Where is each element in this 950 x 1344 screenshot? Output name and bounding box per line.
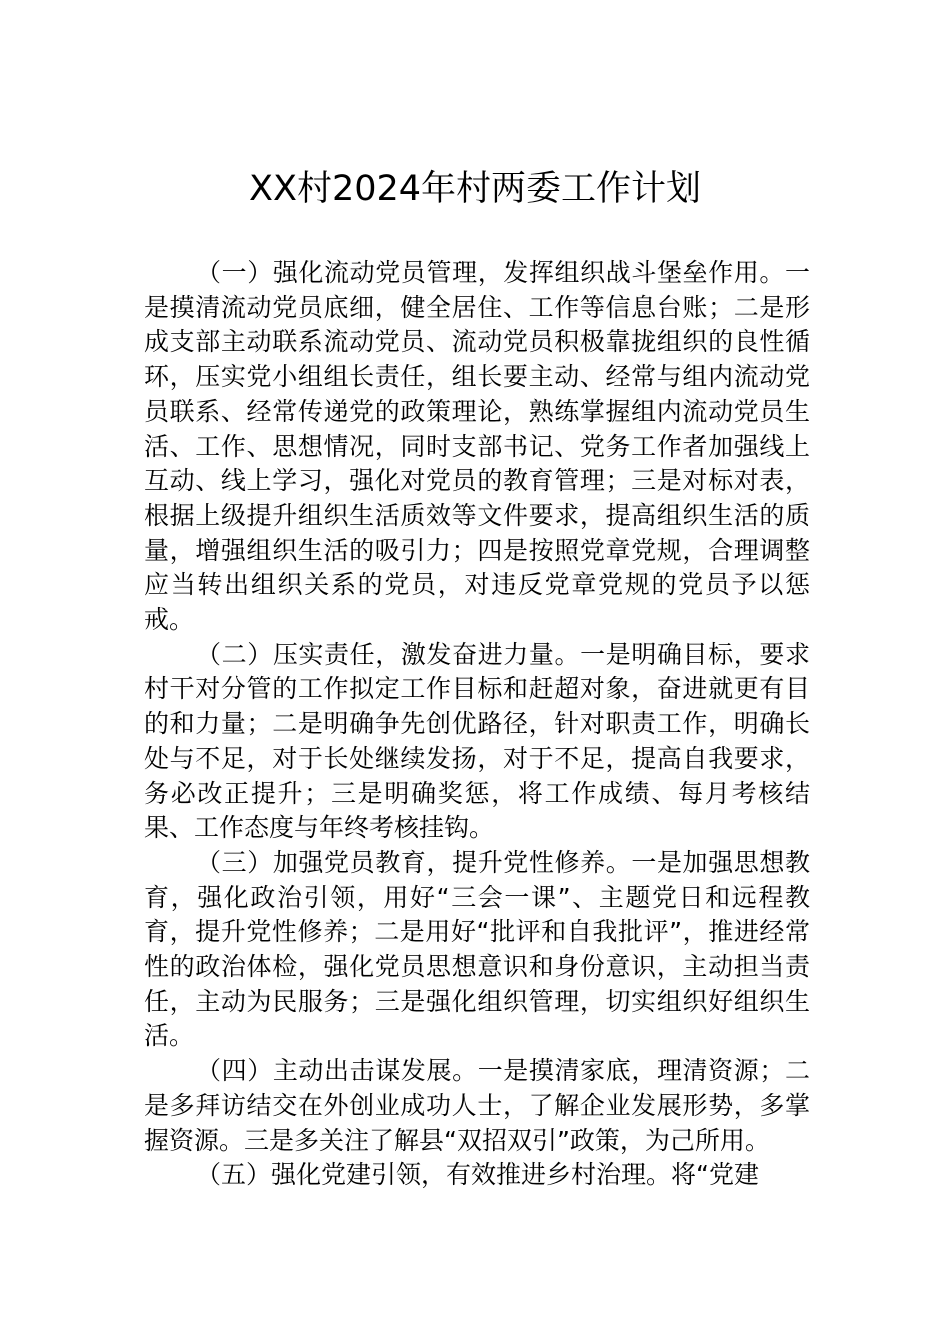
document-title: XX村2024年村两委工作计划 xyxy=(248,169,702,209)
paragraph-3: （三）加强党员教育，提升党性修养。一是加强思想教育，强化政治引领，用好“三会一课”、主题党日和远程教育，提升党性修养；二是用好“批评和自我批评”，推进经常性的政治体检，强化党员思想意识和身份意识，主动担当责任，主动为民服务；三是强化组织管理，切实组织好组织生活。 xyxy=(144,847,810,1051)
paragraph-4: （四）主动出击谋发展。一是摸清家底，理清资源；二是多拜访结交在外创业成功人士，了解企业发展形势，多掌握资源。三是多关注了解县“双招双引”政策，为己所用。 xyxy=(144,1056,810,1155)
paragraph-5: （五）强化党建引领，有效推进乡村治理。将“党建 xyxy=(196,1160,759,1190)
paragraph-1: （一）强化流动党员管理，发挥组织战斗堡垒作用。一是摸清流动党员底细，健全居住、工作等信息台账；二是形成支部主动联系流动党员、流动党员积极靠拢组织的良性循环，压实党小组组长责任，组长要主动、经常与组内流动党员联系、经常传递党的政策理论，熟练掌握组内流动党员生活、工作、思想情况，同时支部书记、党务工作者加强线上互动、线上学习，强化对党员的教育管理；三是对标对表，根据上级提升组织生活质效等文件要求，提高组织生活的质量，增强组织生活的吸引力；四是按照党章党规，合理调整应当转出组织关系的党员，对违反党章党规的党员予以惩戒。 xyxy=(144,258,810,635)
document-body xyxy=(144,256,810,1193)
paragraph-2: （二）压实责任，激发奋进力量。一是明确目标，要求村干对分管的工作拟定工作目标和赶超对象，奋进就更有目的和力量；二是明确争先创优路径，针对职责工作，明确长处与不足，对于长处继续发扬，对于不足，提高自我要求，务必改正提升；三是明确奖惩，将工作成绩、每月考核结果、工作态度与年终考核挂钩。 xyxy=(144,639,810,843)
